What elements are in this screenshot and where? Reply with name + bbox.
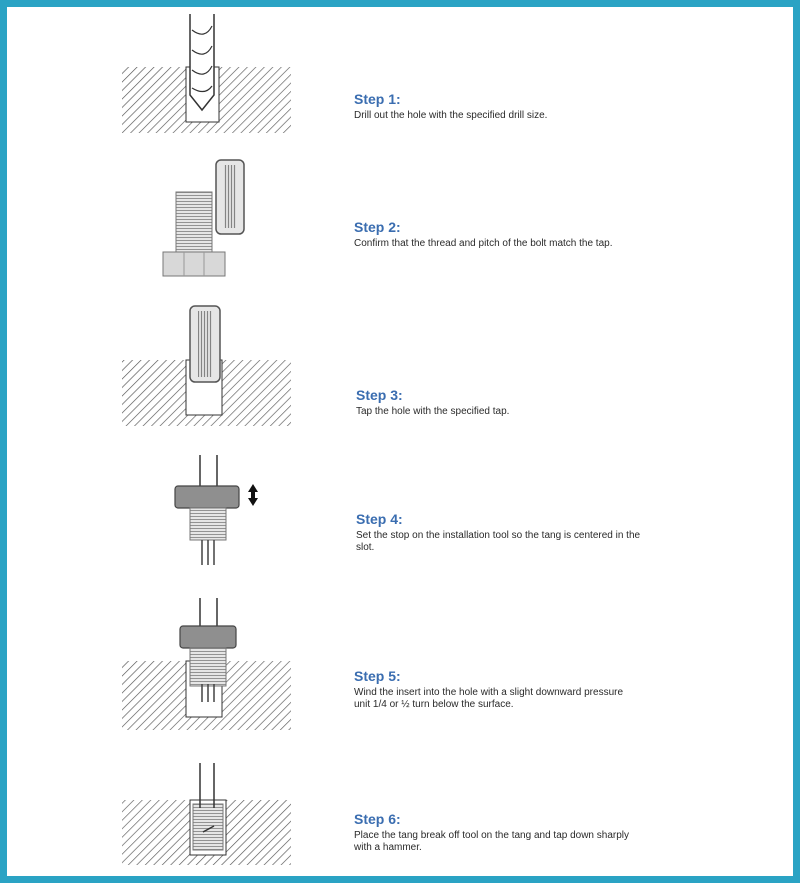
- step2-illustration: [163, 160, 244, 276]
- step-description: Set the stop on the installation tool so the tang is centered in the slot.: [356, 530, 641, 553]
- step-title: Step 3:: [356, 387, 403, 403]
- step-4: [356, 511, 656, 554]
- step-title: Step 2:: [354, 219, 401, 235]
- step4-illustration: [175, 455, 258, 565]
- step3-illustration: [122, 306, 291, 426]
- drill-bit-icon: [190, 14, 214, 110]
- step-description: Tap the hole with the specified tap.: [356, 406, 510, 417]
- step-3: [356, 387, 656, 418]
- step-2: [354, 219, 654, 250]
- step5-illustration: [122, 598, 291, 730]
- step-description: Place the tang break off tool on the tang and tap down sharply with a hammer.: [354, 830, 630, 853]
- installation-tool-icon: [175, 455, 239, 565]
- step-description: Drill out the hole with the specified drill size.: [354, 110, 548, 121]
- step-5: [354, 668, 654, 711]
- step6-illustration: [122, 763, 291, 865]
- step-title: Step 4:: [356, 511, 403, 527]
- step1-illustration: [122, 14, 291, 133]
- tap-icon: [190, 306, 220, 382]
- step-title: Step 6:: [354, 811, 401, 827]
- step-6: [354, 811, 654, 854]
- step-1: [354, 91, 654, 122]
- step-title: Step 5:: [354, 668, 401, 684]
- double-arrow-icon: [248, 484, 258, 506]
- tap-icon: [216, 160, 244, 234]
- step-description: Confirm that the thread and pitch of the bolt match the tap.: [354, 238, 613, 249]
- step-title: Step 1:: [354, 91, 401, 107]
- step-description: Wind the insert into the hole with a slight downward pressure unit 1/4 or ½ turn below the surface.: [354, 687, 624, 710]
